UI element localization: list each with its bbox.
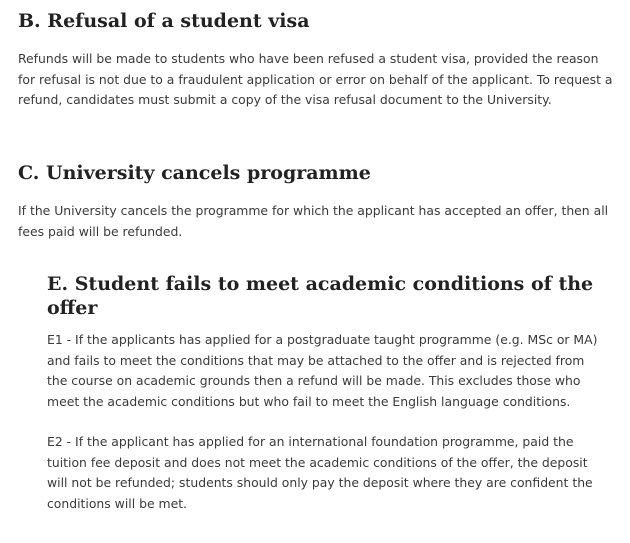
- section-paragraph: Refunds will be made to students who have been refused a student visa, provided the reason for refusal is not due to a fraudulent application or error on behalf of the applicant. To request a refund, candidates must submit a copy of the visa refusal document to the University.: [18, 51, 613, 107]
- section-paragraph: E2 - If the applicant has applied for an international foundation programme, paid the tuition fee deposit and does not meet the academic conditions of the offer, the deposit will not be refunded; students should only pay the deposit where they are confident the conditions will be met.: [47, 434, 593, 511]
- section-paragraph: E1 - If the applicants has applied for a postgraduate taught programme (e.g. MSc or MA) and fails to meet the conditions that may be attached to the offer and is rejected from the course on academic grounds then a refund will be made. This excludes those who meet the academic conditions but who fail to meet the English language conditions.: [47, 332, 598, 409]
- section-university-cancels: [18, 161, 618, 242]
- section-paragraph: If the University cancels the programme for which the applicant has accepted an offer, then all fees paid will be refunded.: [18, 203, 609, 239]
- section-heading: B. Refusal of a student visa: [18, 10, 310, 32]
- section-heading: E. Student fails to meet academic conditions of the offer: [47, 273, 594, 319]
- section-academic-conditions: [47, 272, 607, 514]
- section-visa-refusal: [18, 9, 618, 111]
- section-heading: C. University cancels programme: [18, 162, 371, 184]
